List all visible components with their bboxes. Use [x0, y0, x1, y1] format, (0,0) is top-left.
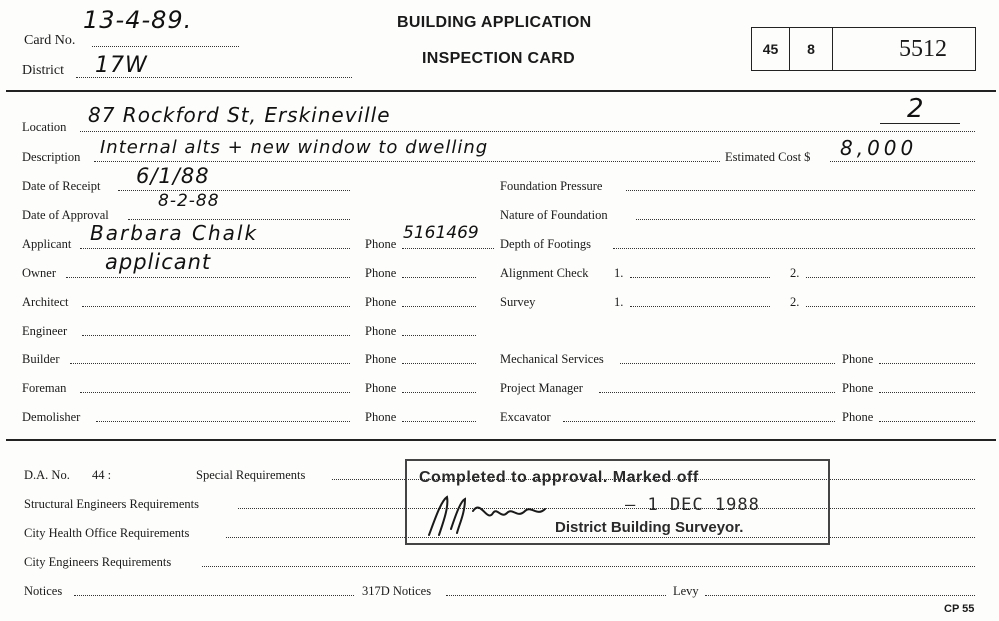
- ref-cell-3: 5512: [899, 35, 947, 62]
- survey-num-1: 1.: [614, 295, 624, 309]
- alignment-check-label: Alignment Check: [500, 266, 589, 280]
- engineer-label: Engineer: [22, 324, 68, 338]
- builder-phone-label: Phone: [365, 352, 397, 366]
- architect-phone-label: Phone: [365, 295, 397, 309]
- demolisher-label: Demolisher: [22, 410, 81, 424]
- engineers-requirements-label: City Engineers Requirements: [24, 555, 172, 569]
- da-no-label: D.A. No.: [24, 468, 70, 482]
- alignment-num-2: 2.: [790, 266, 800, 280]
- description-label: Description: [22, 150, 81, 164]
- owner-label: Owner: [22, 266, 57, 280]
- owner-value: applicant: [105, 250, 212, 274]
- depth-footings-label: Depth of Footings: [500, 237, 591, 251]
- alignment-num-1: 1.: [614, 266, 624, 280]
- foundation-pressure-label: Foundation Pressure: [500, 179, 603, 193]
- form-code: CP 55: [944, 603, 975, 615]
- applicant-phone-value: 5161469: [403, 223, 479, 243]
- middle-divider: [6, 439, 996, 441]
- reference-box: [751, 27, 976, 71]
- excavator-phone-label: Phone: [842, 410, 874, 424]
- location-value: 87 Rockford St, Erskineville: [88, 103, 391, 127]
- owner-phone-label: Phone: [365, 266, 397, 280]
- location-number: 2: [907, 94, 925, 124]
- title-line-1: BUILDING APPLICATION: [397, 14, 592, 31]
- top-divider: [6, 90, 996, 92]
- card-date: 13-4-89.: [83, 6, 193, 34]
- project-manager-label: Project Manager: [500, 381, 583, 395]
- notices-317d-label: 317D Notices: [362, 584, 432, 598]
- foreman-phone-label: Phone: [365, 381, 397, 395]
- architect-label: Architect: [22, 295, 69, 309]
- location-underline: [880, 123, 960, 124]
- approval-stamp: [405, 459, 830, 545]
- location-label: Location: [22, 120, 67, 134]
- description-value: Internal alts + new window to dwelling: [100, 137, 489, 158]
- levy-label: Levy: [673, 584, 699, 598]
- ref-cell-1: 45: [752, 28, 790, 70]
- card-no-label: Card No.: [24, 33, 76, 48]
- date-approval-label: Date of Approval: [22, 208, 109, 222]
- stamp-line-3: District Building Surveyor.: [555, 519, 744, 536]
- engineer-phone-label: Phone: [365, 324, 397, 338]
- district-value: 17W: [95, 53, 148, 78]
- mechanical-phone-label: Phone: [842, 352, 874, 366]
- structural-requirements-label: Structural Engineers Requirements: [24, 497, 199, 511]
- special-requirements-label: Special Requirements: [196, 468, 306, 482]
- demolisher-phone-label: Phone: [365, 410, 397, 424]
- survey-label: Survey: [500, 295, 536, 309]
- district-label: District: [22, 63, 64, 78]
- foreman-label: Foreman: [22, 381, 67, 395]
- applicant-label: Applicant: [22, 237, 72, 251]
- estimated-cost-label: Estimated Cost $: [725, 150, 811, 164]
- applicant-phone-label: Phone: [365, 237, 397, 251]
- excavator-label: Excavator: [500, 410, 551, 424]
- notices-label: Notices: [24, 584, 63, 598]
- date-receipt-value: 6/1/88: [136, 164, 210, 188]
- nature-foundation-label: Nature of Foundation: [500, 208, 608, 222]
- date-receipt-label: Date of Receipt: [22, 179, 101, 193]
- title-line-2: INSPECTION CARD: [422, 50, 575, 67]
- survey-num-2: 2.: [790, 295, 800, 309]
- applicant-value: Barbara Chalk: [90, 221, 259, 245]
- signature-icon: [421, 489, 551, 541]
- project-manager-phone-label: Phone: [842, 381, 874, 395]
- mechanical-services-label: Mechanical Services: [500, 352, 604, 366]
- health-requirements-label: City Health Office Requirements: [24, 526, 190, 540]
- stamp-line-1: Completed to approval. Marked off: [419, 469, 699, 486]
- stamp-date: — 1 DEC 1988: [625, 495, 760, 515]
- date-approval-value: 8-2-88: [158, 191, 220, 211]
- da-no-value: 44 :: [92, 468, 112, 482]
- estimated-cost-value: 8,000: [840, 136, 918, 160]
- ref-cell-2: 8: [790, 28, 833, 70]
- builder-label: Builder: [22, 352, 60, 366]
